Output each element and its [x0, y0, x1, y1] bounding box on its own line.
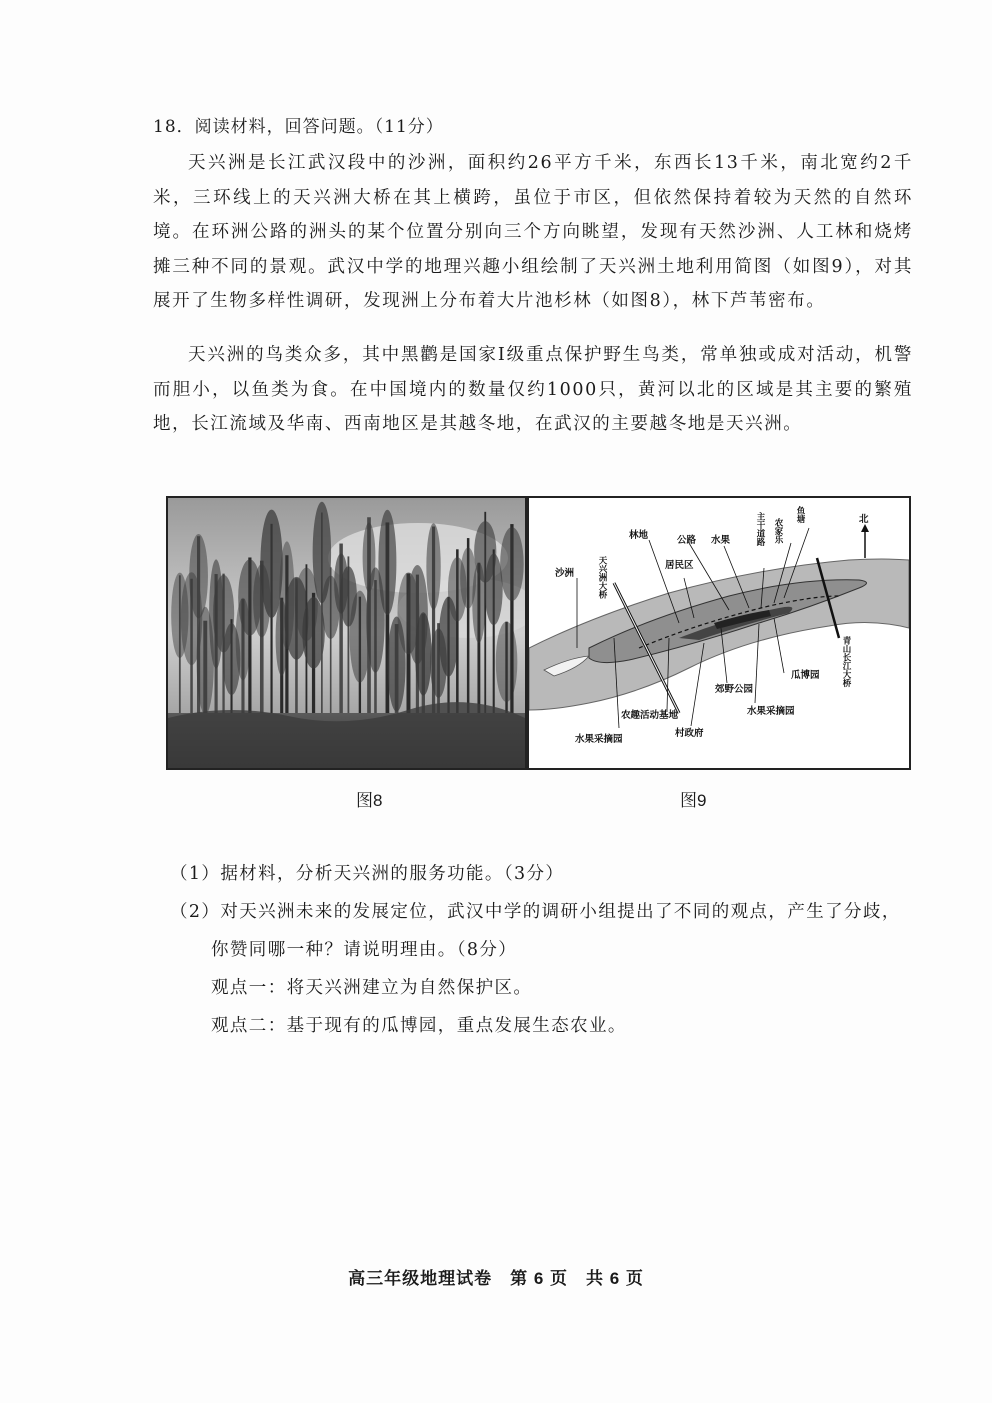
map-label-residential: 居民区 — [665, 560, 694, 571]
tree-crown — [426, 523, 440, 609]
subquestion-2-line-1: （2）对天兴洲未来的发展定位，武汉中学的调研小组提出了不同的观点，产生了分歧， — [170, 902, 901, 922]
material-paragraph-2: 天兴洲的鸟类众多，其中黑鹳是国家Ⅰ级重点保护野生鸟类，常单独或成对活动，机警而胆小，以鱼类为食。在中国境内的数量仅约1000只，黄河以北的区域是其主要的繁殖地，长江流域及华南、西南地区是其越冬地，在武汉的主要越冬地是天兴洲。 — [153, 345, 913, 434]
map-label-village-gov: 村政府 — [675, 728, 704, 739]
tree-crown — [260, 510, 282, 618]
subquestion-1: （1）据材料，分析天兴洲的服务功能。（3分） — [170, 864, 565, 884]
viewpoint-1: 观点一：将天兴洲建立为自然保护区。 — [211, 978, 533, 998]
map-label-sandbar: 沙洲 — [555, 568, 575, 579]
page-footer: 高三年级地理试卷 第 6 页 共 6 页 — [348, 1269, 644, 1288]
question-header: 18．阅读材料，回答问题。（11分） — [153, 117, 444, 137]
map-label-fishpond: 鱼塘 — [796, 506, 806, 523]
map-label-fruit: 水果 — [711, 535, 731, 546]
tree-crown — [485, 554, 503, 625]
figure-9-land-use-map — [527, 496, 911, 770]
tree-crown — [500, 527, 524, 601]
figure-8-caption: 图8 — [356, 791, 383, 810]
figure-8-forest-photo — [166, 496, 527, 770]
map-label-country-park: 郊野公园 — [715, 684, 754, 695]
map-label-melon-park: 瓜博园 — [791, 670, 820, 681]
material-paragraph-1: 天兴洲是长江武汉段中的沙洲，面积约26平方千米，东西长13千米，南北宽约2千米，三环线上的天兴洲大桥在其上横跨，虽位于市区，但依然保持着较为天然的自然环境。在环洲公路的洲头的某个位置分别向三个方向眺望，发现有天然沙洲、人工林和烧烤摊三种不同的景观。武汉中学的地理兴趣小组绘制了天兴洲土地利用简图（如图9），对其展开了生物多样性调研，发现洲上分布着大片池杉林（如图8），林下芦苇密布。 — [153, 153, 913, 311]
map-label-main-road: 主干道路 — [756, 512, 766, 546]
map-label-fruit-picking-left: 水果采摘园 — [575, 734, 623, 745]
forest-photo-illustration — [168, 498, 525, 768]
map-label-farmland: 农家乐 — [774, 518, 784, 544]
subquestion-2-line-2: 你赞同哪一种？请说明理由。（8分） — [211, 940, 518, 960]
tree-crown — [496, 621, 518, 702]
land-use-map-svg — [529, 498, 909, 768]
tree-crown — [415, 612, 431, 695]
map-label-north: 北 — [859, 514, 869, 525]
map-label-fruit-picking-right: 水果采摘园 — [747, 706, 795, 717]
tree-crown — [189, 534, 208, 618]
map-label-road: 公路 — [677, 535, 697, 546]
map-label-agri-base: 农趣活动基地 — [621, 710, 679, 721]
tree-crown — [378, 510, 396, 615]
map-label-forest: 林地 — [629, 530, 649, 541]
figure-9-caption: 图9 — [680, 791, 707, 810]
viewpoint-2: 观点二：基于现有的瓜博园，重点发展生态农业。 — [211, 1016, 627, 1036]
map-label-tianxingzhou-bridge: 天兴洲大桥 — [598, 556, 608, 599]
map-label-qingshan-bridge: 青山长江大桥 — [842, 636, 852, 687]
